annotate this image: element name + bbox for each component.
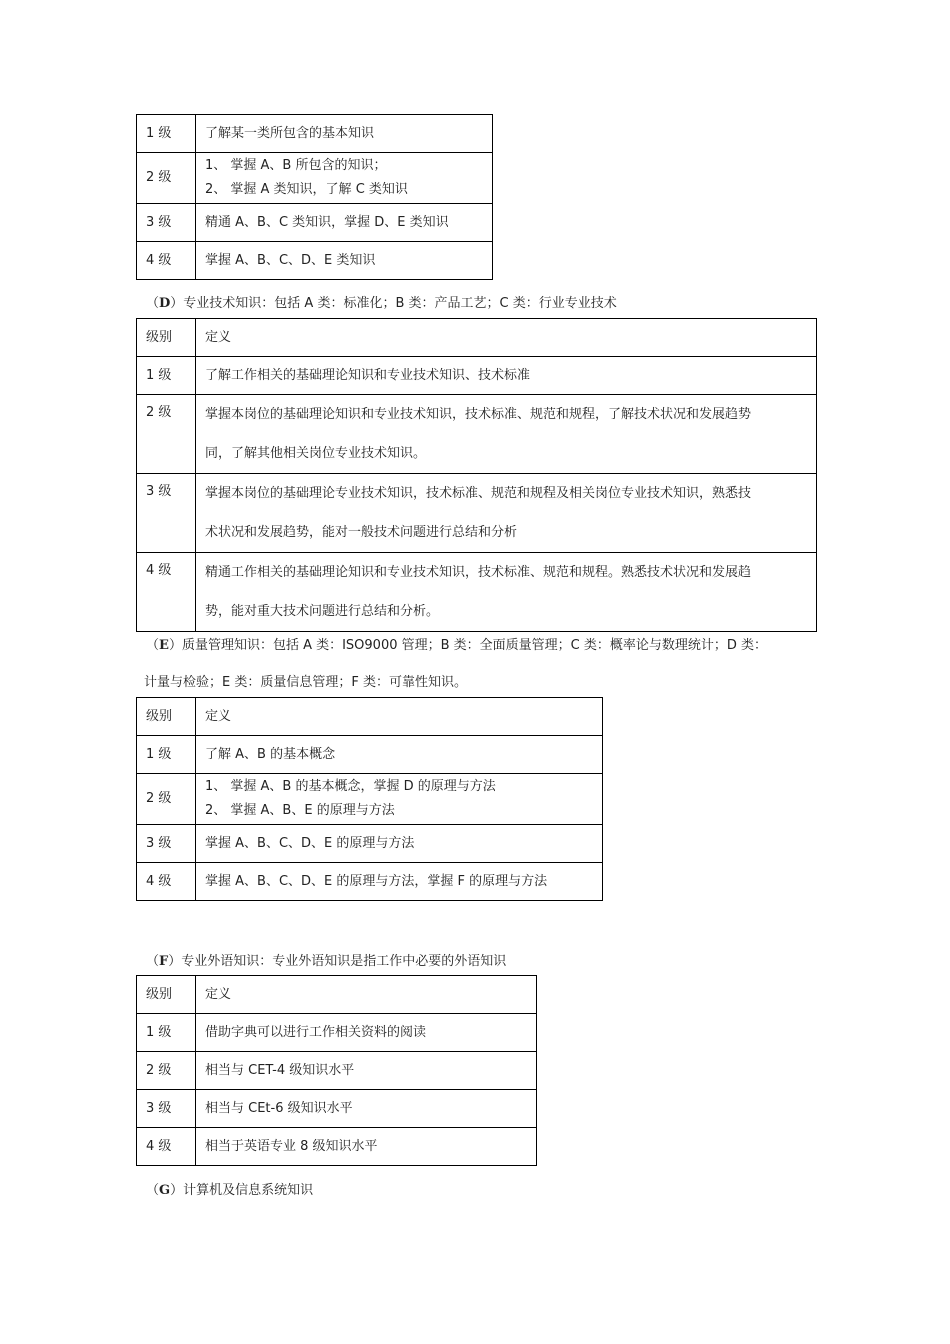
section-text: ）专业技术知识：包括 A 类：标准化；B 类：产品工艺；C 类：行业专业技术 (170, 296, 617, 311)
table-row (137, 774, 603, 825)
definition-cell: 掌握 A、B、C、D、E 类知识 (196, 242, 493, 280)
table-row (137, 1128, 537, 1166)
header-definition-cell: 定义 (196, 319, 817, 357)
definition-cell: 掌握 A、B、C、D、E 的原理与方法，掌握 F 的原理与方法 (196, 863, 603, 901)
section-f-heading (146, 950, 506, 969)
section-text: ）专业外语知识：专业外语知识是指工作中必要的外语知识 (168, 954, 507, 969)
header-level-cell: 级别 (137, 698, 196, 736)
knowledge-level-table-3 (136, 697, 603, 901)
table-row (137, 357, 817, 395)
level-cell: 2 级 (137, 395, 196, 474)
section-letter: D (159, 296, 171, 311)
level-cell: 1 级 (137, 736, 196, 774)
table-row (137, 863, 603, 901)
table-row (137, 474, 817, 553)
definition-line: 2、 掌握 A 类知识，了解 C 类知识 (205, 182, 408, 197)
definition-line: 掌握本岗位的基础理论知识和专业技术知识，技术标准、规范和规程，了解技术状况和发展趋势 (205, 407, 752, 422)
section-prefix: （ (146, 296, 160, 311)
definition-cell: 相当与 CET-4 级知识水平 (196, 1052, 537, 1090)
level-cell: 1 级 (137, 1014, 196, 1052)
definition-line: 1、 掌握 A、B 的基本概念，掌握 D 的原理与方法 (205, 779, 496, 794)
level-cell: 4 级 (137, 553, 196, 632)
section-e-continuation: 计量与检验；E 类：质量信息管理；F 类：可靠性知识。 (144, 675, 467, 690)
definition-line: 精通工作相关的基础理论知识和专业技术知识，技术标准、规范和规程。熟悉技术状况和发展趋 (205, 565, 752, 580)
definition-cell (196, 774, 603, 825)
knowledge-level-table-1 (136, 114, 493, 280)
definition-cell: 精通 A、B、C 类知识，掌握 D、E 类知识 (196, 204, 493, 242)
table-header-row (137, 698, 603, 736)
level-cell: 3 级 (137, 1090, 196, 1128)
section-d-heading (146, 292, 617, 311)
definition-cell: 了解某一类所包含的基本知识 (196, 115, 493, 153)
table-row (137, 553, 817, 632)
definition-line: 同，了解其他相关岗位专业技术知识。 (205, 446, 427, 461)
definition-line: 1、 掌握 A、B 所包含的知识； (205, 158, 387, 173)
definition-cell (196, 553, 817, 632)
definition-cell (196, 153, 493, 204)
definition-cell: 借助字典可以进行工作相关资料的阅读 (196, 1014, 537, 1052)
definition-line: 势，能对重大技术问题进行总结和分析。 (205, 604, 440, 619)
definition-cell: 了解工作相关的基础理论知识和专业技术知识、技术标准 (196, 357, 817, 395)
section-prefix: （ (146, 954, 160, 969)
section-letter: F (159, 954, 169, 969)
section-g-heading (146, 1179, 313, 1198)
header-definition-cell: 定义 (196, 698, 603, 736)
level-cell: 3 级 (137, 204, 196, 242)
definition-cell: 了解 A、B 的基本概念 (196, 736, 603, 774)
definition-cell (196, 395, 817, 474)
level-cell: 3 级 (137, 825, 196, 863)
section-letter: G (159, 1183, 171, 1198)
table-row (137, 204, 493, 242)
definition-cell: 相当于英语专业 8 级知识水平 (196, 1128, 537, 1166)
header-definition-cell: 定义 (196, 976, 537, 1014)
definition-cell: 相当与 CEt-6 级知识水平 (196, 1090, 537, 1128)
table-row (137, 395, 817, 474)
level-cell: 3 级 (137, 474, 196, 553)
definition-cell (196, 474, 817, 553)
section-text: ）计算机及信息系统知识 (170, 1183, 314, 1198)
section-letter: E (159, 638, 169, 653)
level-cell: 2 级 (137, 1052, 196, 1090)
definition-line: 术状况和发展趋势，能对一般技术问题进行总结和分析 (205, 525, 518, 540)
section-prefix: （ (146, 1183, 160, 1198)
table-row (137, 153, 493, 204)
level-cell: 4 级 (137, 242, 196, 280)
level-cell: 1 级 (137, 357, 196, 395)
table-row (137, 1014, 537, 1052)
table-header-row (137, 976, 537, 1014)
level-cell: 4 级 (137, 863, 196, 901)
definition-cell: 掌握 A、B、C、D、E 的原理与方法 (196, 825, 603, 863)
header-level-cell: 级别 (137, 319, 196, 357)
header-level-cell: 级别 (137, 976, 196, 1014)
level-cell: 2 级 (137, 153, 196, 204)
table-header-row (137, 319, 817, 357)
definition-line: 2、 掌握 A、B、E 的原理与方法 (205, 803, 395, 818)
table-row (137, 115, 493, 153)
knowledge-level-table-4 (136, 975, 537, 1166)
section-text: ）质量管理知识：包括 A 类：ISO9000 管理；B 类：全面质量管理；C 类：概率论与数理统计；D 类： (168, 638, 768, 653)
table-row (137, 736, 603, 774)
knowledge-level-table-2 (136, 318, 817, 632)
section-prefix: （ (146, 638, 160, 653)
table-row (137, 1052, 537, 1090)
table-row (137, 242, 493, 280)
level-cell: 4 级 (137, 1128, 196, 1166)
level-cell: 1 级 (137, 115, 196, 153)
definition-line: 掌握本岗位的基础理论专业技术知识，技术标准、规范和规程及相关岗位专业技术知识，熟悉技 (205, 486, 752, 501)
section-e-heading (146, 634, 767, 653)
table-row (137, 825, 603, 863)
table-row (137, 1090, 537, 1128)
level-cell: 2 级 (137, 774, 196, 825)
